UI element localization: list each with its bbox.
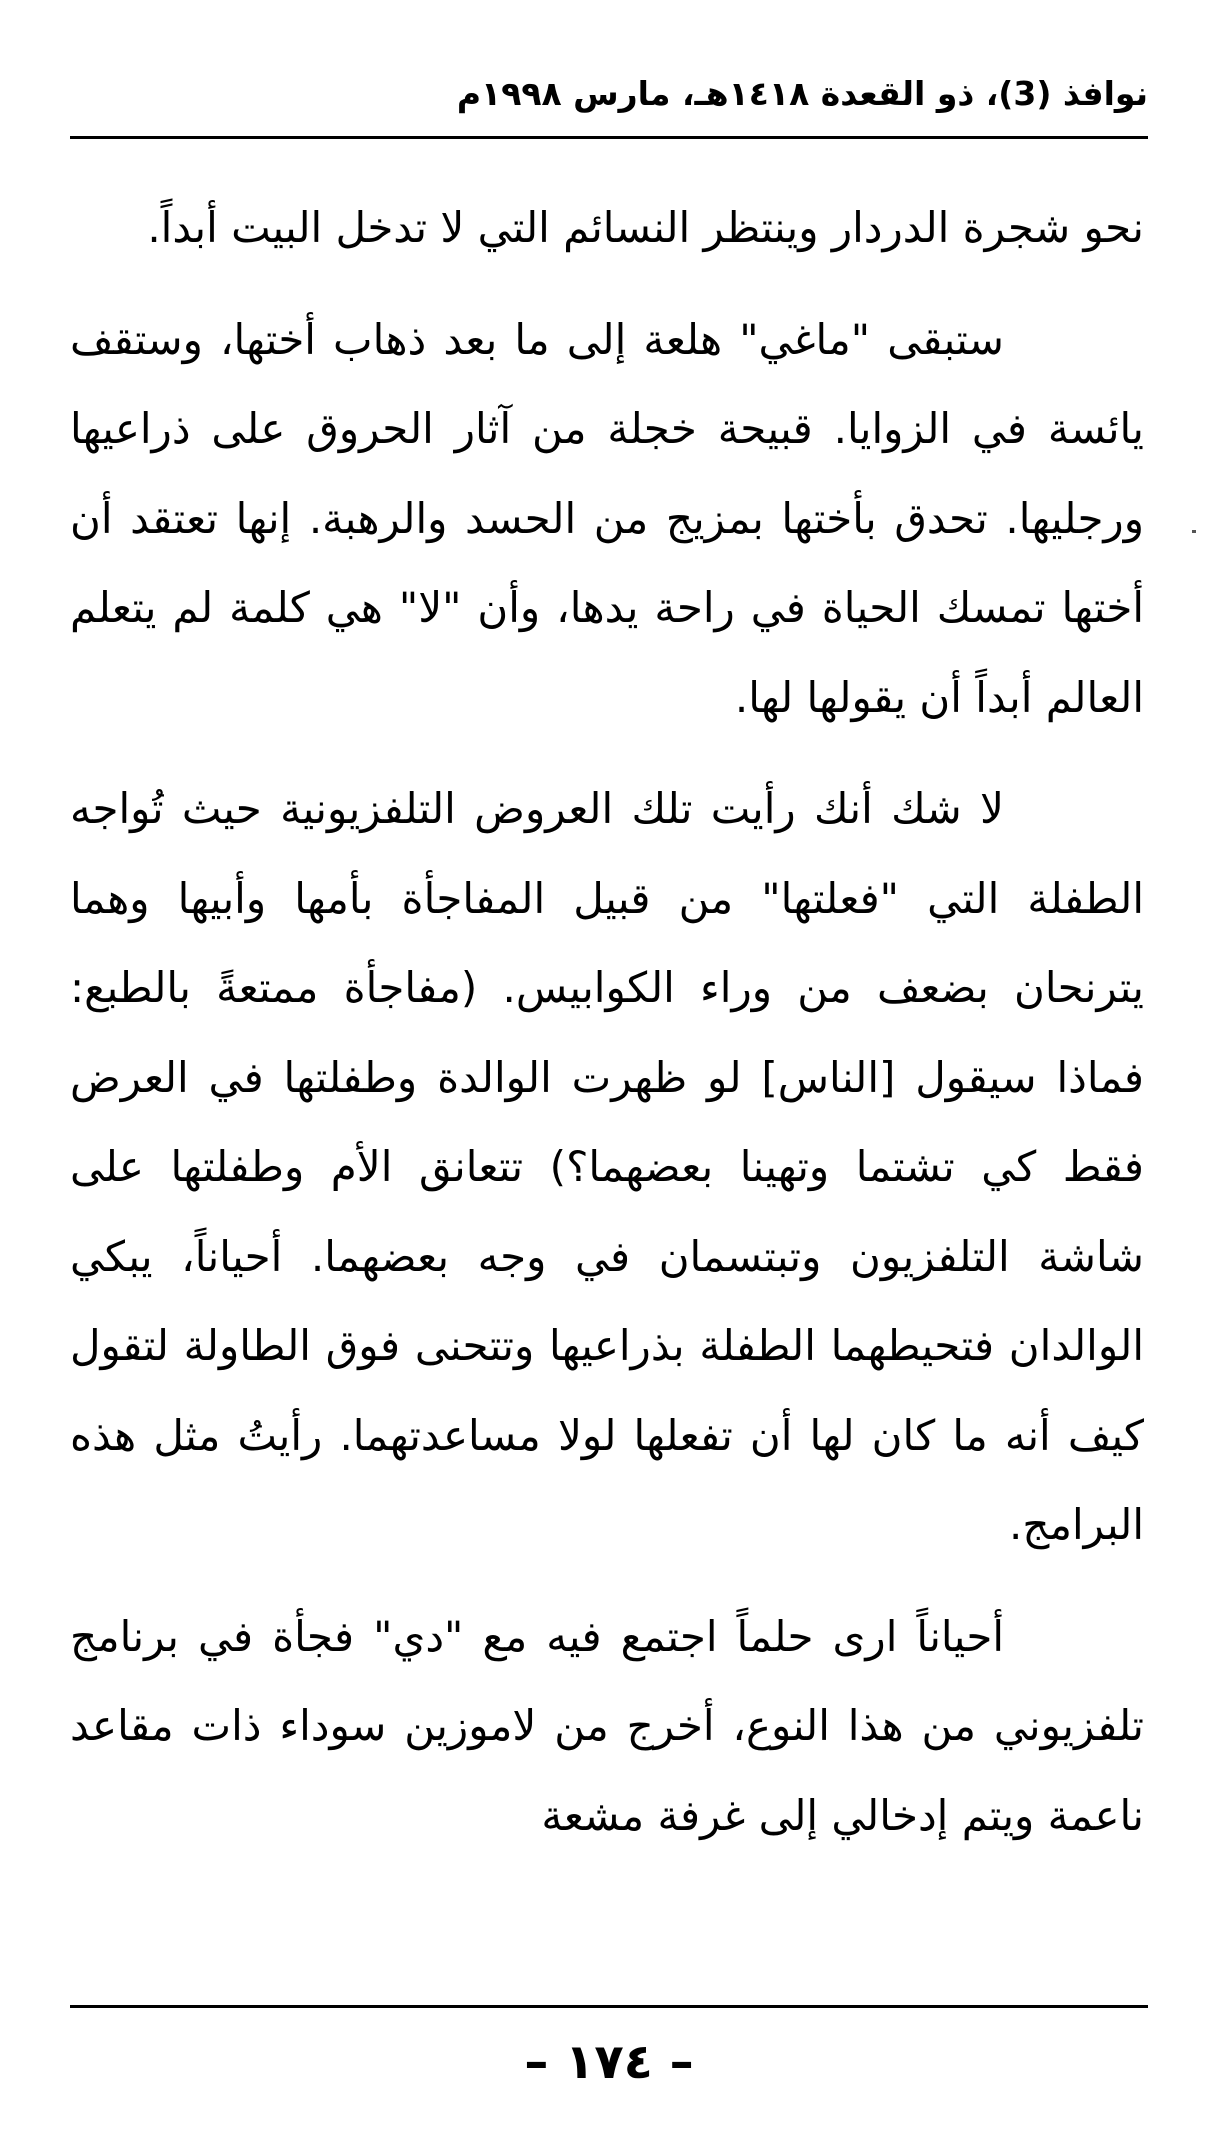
- header-rule: [70, 136, 1148, 139]
- paragraph-2: ستبقى "ماغي" هلعة إلى ما بعد ذهاب أختها، وستقف يائسة في الزوايا. قبيحة خجلة من آثار الحروق على ذراعيها ورجليها. تحدق بأختها بمزيج من الحسد والرهبة. إنها تعتقد أن أختها تمسك الحياة في راحة يدها، وأن "لا" هي كلمة لم يتعلم العالم أبداً أن يقولها لها.: [70, 314, 1144, 722]
- page-number: – ١٧٤ –: [524, 2034, 694, 2090]
- scan-speck: [1192, 530, 1196, 533]
- paragraph-1: نحو شجرة الدردار وينتظر النسائم التي لا تدخل البيت أبداً.: [147, 203, 1144, 252]
- body-text: [70, 183, 1144, 1882]
- footer-rule: [70, 2005, 1148, 2008]
- paragraph-3: لا شك أنك رأيت تلك العروض التلفزيونية حيث تُواجه الطفلة التي "فعلتها" من قبيل المفاجأة بأمها وأبيها وهما يترنحان بضعف من وراء الكوابيس. (مفاجأة ممتعةً بالطبع: فماذا سيقول [الناس] لو ظهرت الوالدة وطفلتها في العرض فقط كي تشتما وتهينا بعضهما؟) تتعانق الأم وطفلتها على شاشة التلفزيون وتبتسمان في وجه بعضهما. أحياناً، يبكي الوالدان فتحيطهما الطفلة بذراعيها وتتحنى فوق الطاولة لتقول كيف أنه ما كان لها أن تفعلها لولا مساعدتهما. رأيتُ مثل هذه البرامج.: [70, 784, 1144, 1549]
- paragraph-4: أحياناً ارى حلماً اجتمع فيه مع "دي" فجأة في برنامج تلفزيوني من هذا النوع، أخرج من لاموزين سوداء ذات مقاعد ناعمة ويتم إدخالي إلى غرفة مشعة: [70, 1611, 1144, 1840]
- running-header: نوافذ (3)، ذو القعدة ١٤١٨هـ، مارس ١٩٩٨م: [456, 74, 1148, 113]
